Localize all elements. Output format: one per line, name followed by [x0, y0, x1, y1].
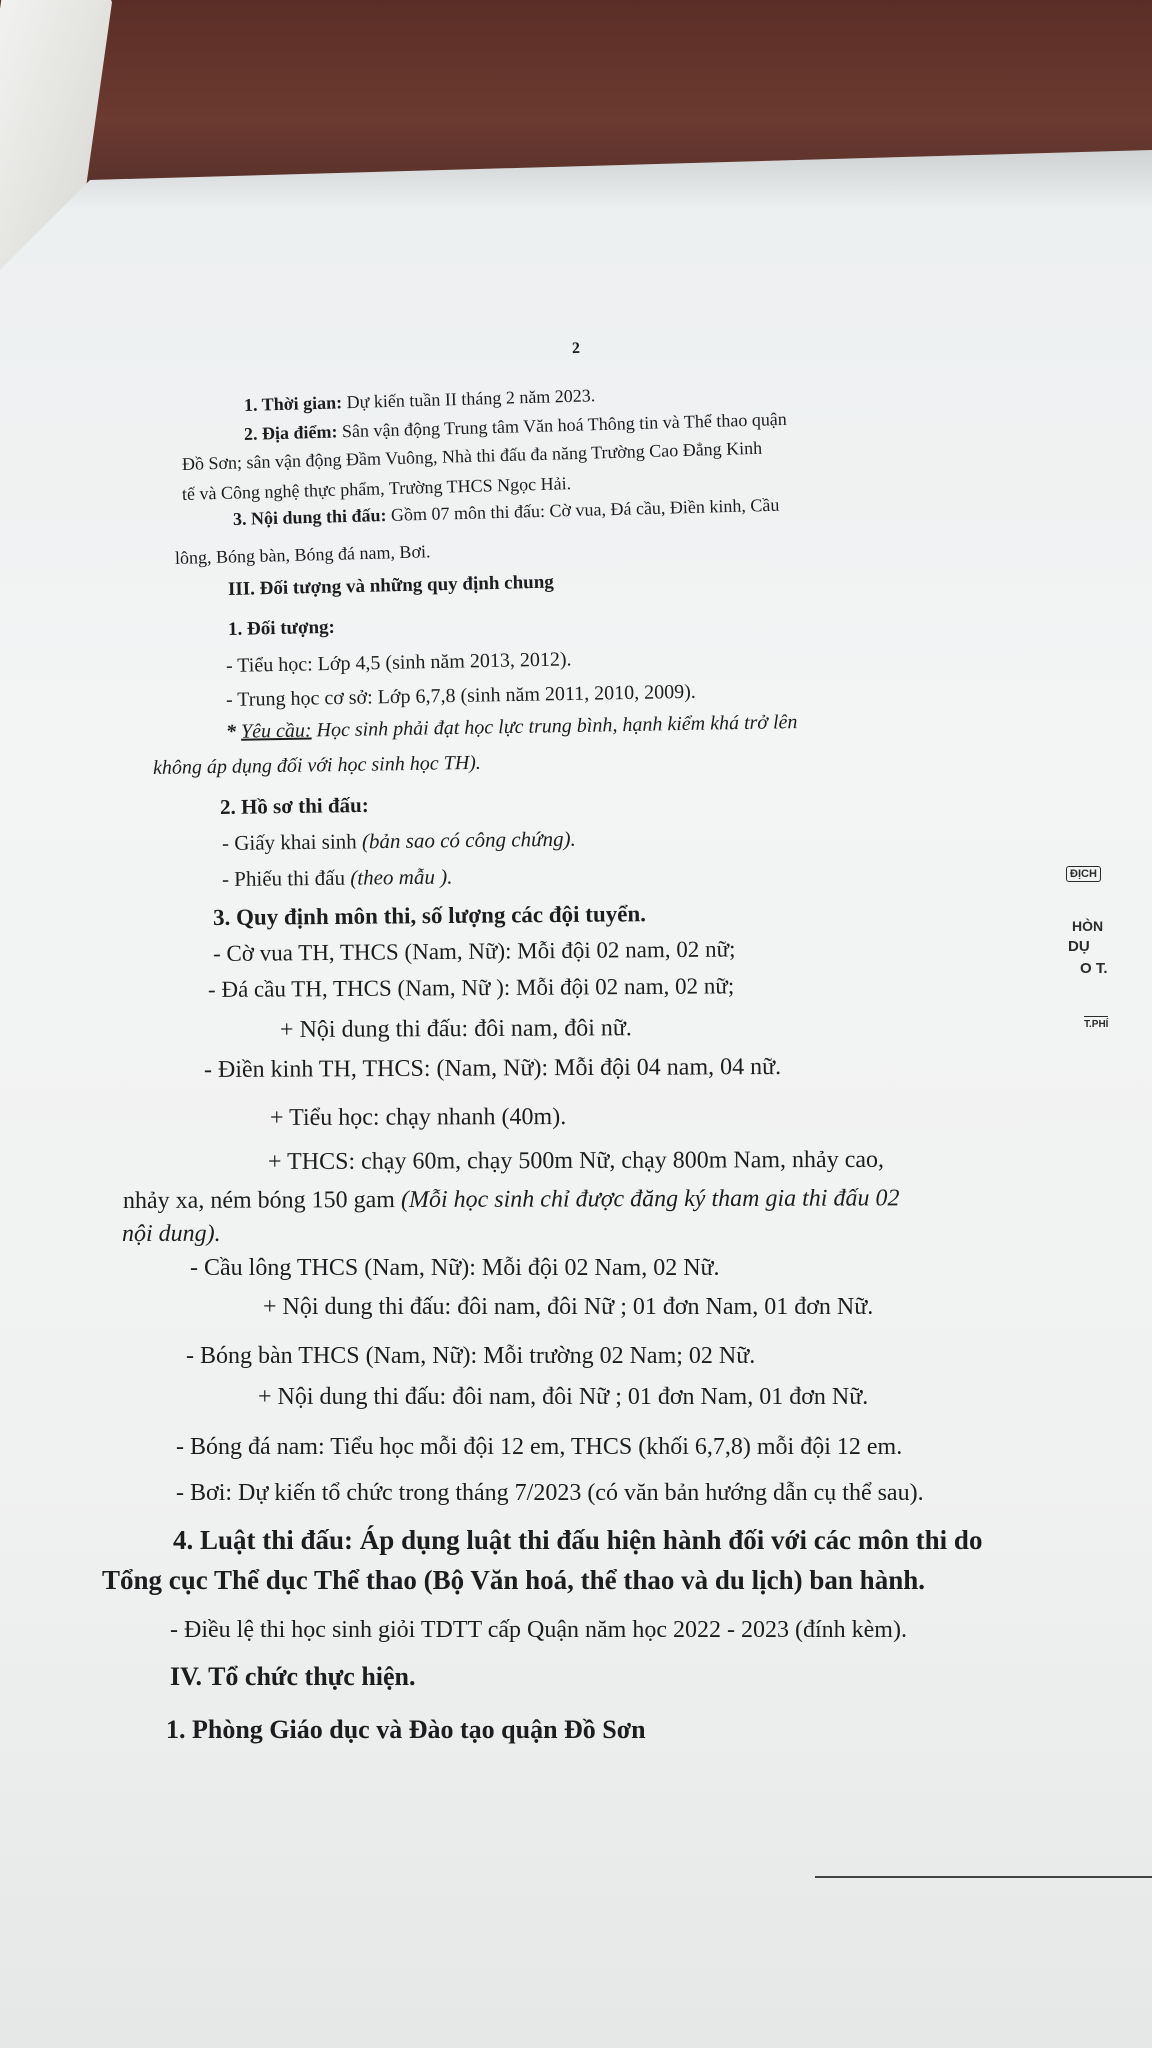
football-rule: - Bóng đá nam: Tiểu học mỗi đội 12 em, THCS (khối 6,7,8) mỗi đội 12 em.: [176, 1434, 903, 1460]
birth-certificate-text: - Giấy khai sinh: [221, 829, 363, 855]
badminton-content: + Nội dung thi đấu: đôi nam, đôi Nữ ; 01 đơn Nam, 01 đơn Nữ.: [263, 1294, 874, 1320]
time-item: [244, 386, 596, 414]
content-text-1: Gồm 07 môn thi đấu: Cờ vua, Đá cầu, Điền kinh, Cầu: [386, 494, 780, 525]
athletics-secondary-3: nội dung).: [121, 1220, 221, 1247]
target-heading: 1. Đối tượng:: [227, 616, 336, 640]
competition-rules-line-2: Tổng cục Thể dục Thể thao (Bộ Văn hoá, thể thao và du lịch) ban hành.: [102, 1565, 925, 1595]
rules-heading: 3. Quy định môn thi, số lượng các đội tuyển.: [212, 901, 647, 930]
venue-item: [244, 410, 787, 443]
requirement-star: *: [225, 720, 242, 743]
documents-heading: 2. Hồ sơ thi đấu:: [219, 792, 369, 819]
competition-regulations: - Điều lệ thi học sinh giỏi TDTT cấp Quận năm học 2022 - 2023 (đính kèm).: [170, 1617, 907, 1643]
birth-certificate-item: [221, 826, 576, 855]
page-number: 2: [571, 339, 581, 358]
requirement-text-1: Học sinh phải đạt học lực trung bình, hạnh kiểm khá trở lên: [311, 711, 798, 742]
athletics-secondary-1: + THCS: chạy 60m, chạy 500m Nữ, chạy 800m Nam, nhảy cao,: [267, 1146, 885, 1175]
requirement-text-2: không áp dụng đối với học sinh học TH).: [152, 751, 482, 779]
requirement-line-1: [226, 712, 798, 742]
section-iv-heading: IV. Tổ chức thực hiện.: [170, 1662, 416, 1691]
shuttlecock-rule: - Đá cầu TH, THCS (Nam, Nữ ): Mỗi đội 02 nam, 02 nữ;: [207, 973, 735, 1002]
department-heading: 1. Phòng Giáo dục và Đào tạo quận Đồ Sơn: [166, 1715, 646, 1744]
athletics-secondary-2-text: nhảy xa, ném bóng 150 gam: [122, 1187, 401, 1214]
swimming-rule: - Bơi: Dự kiến tổ chức trong tháng 7/2023 (có văn bản hướng dẫn cụ thể sau).: [176, 1480, 924, 1506]
secondary-target: - Trung học cơ sở: Lớp 6,7,8 (sinh năm 2011, 2010, 2009).: [225, 680, 696, 711]
primary-target: - Tiểu học: Lớp 4,5 (sinh năm 2013, 2012).: [225, 648, 572, 677]
shuttlecock-content: + Nội dung thi đấu: đôi nam, đôi nữ.: [279, 1015, 632, 1043]
venue-label: 2. Địa điểm:: [243, 421, 338, 444]
athletics-primary: + Tiểu học: chạy nhanh (40m).: [269, 1103, 567, 1131]
athletics-rule: - Điền kinh TH, THCS: (Nam, Nữ): Mỗi đội 04 nam, 04 nữ.: [203, 1053, 782, 1083]
entry-form-note: (theo mẫu ).: [350, 864, 453, 890]
margin-stamp: [1064, 866, 1134, 1036]
stamp-line-4: O T.: [1080, 960, 1108, 977]
entry-form-item: [221, 864, 453, 891]
content-label: 3. Nội dung thi đấu:: [232, 504, 387, 529]
athletics-secondary-2: [123, 1186, 900, 1213]
competition-rules-line-1: 4. Luật thi đấu: Áp dụng luật thi đấu hiện hành đối với các môn thi do: [173, 1525, 983, 1555]
entry-form-text: - Phiếu thi đấu: [221, 865, 351, 891]
chess-rule: - Cờ vua TH, THCS (Nam, Nữ): Mỗi đội 02 nam, 02 nữ;: [212, 936, 736, 966]
signature-rule-line: [815, 1876, 1152, 1878]
requirement-label: Yêu cầu:: [240, 719, 312, 743]
venue-text-3: tế và Công nghệ thực phẩm, Trường THCS Ngọc Hải.: [181, 473, 572, 504]
stamp-line-2: HÒN: [1072, 918, 1104, 934]
table-tennis-content: + Nội dung thi đấu: đôi nam, đôi Nữ ; 01 đơn Nam, 01 đơn Nữ.: [258, 1384, 869, 1410]
athletics-secondary-2-note: (Mỗi học sinh chỉ được đăng ký tham gia thi đấu 02: [400, 1185, 900, 1214]
stamp-line-3: DỤ: [1068, 938, 1090, 955]
content-item: [233, 496, 780, 528]
birth-certificate-note: (bản sao có công chứng).: [361, 826, 576, 854]
time-text: Dự kiến tuần II tháng 2 năm 2023.: [341, 385, 596, 413]
content-text-2: lông, Bóng bàn, Bóng đá nam, Bơi.: [174, 541, 431, 568]
section-iii-heading: III. Đối tượng và những quy định chung: [227, 571, 555, 600]
venue-text-2: Đồ Sơn; sân vận động Đầm Vuông, Nhà thi đấu đa năng Trường Cao Đẳng Kinh: [181, 437, 763, 474]
time-label: 1. Thời gian:: [243, 392, 343, 415]
table-tennis-rule: - Bóng bàn THCS (Nam, Nữ): Mỗi trường 02 Nam; 02 Nữ.: [186, 1343, 756, 1369]
badminton-rule: - Cầu lông THCS (Nam, Nữ): Mỗi đội 02 Nam, 02 Nữ.: [190, 1255, 720, 1281]
venue-text-1: Sân vận động Trung tâm Văn hoá Thông tin và Thể thao quận: [337, 408, 788, 442]
stamp-line-1: ĐỊCH: [1066, 866, 1101, 882]
stamp-line-5: T.PHÍ: [1084, 1016, 1108, 1030]
